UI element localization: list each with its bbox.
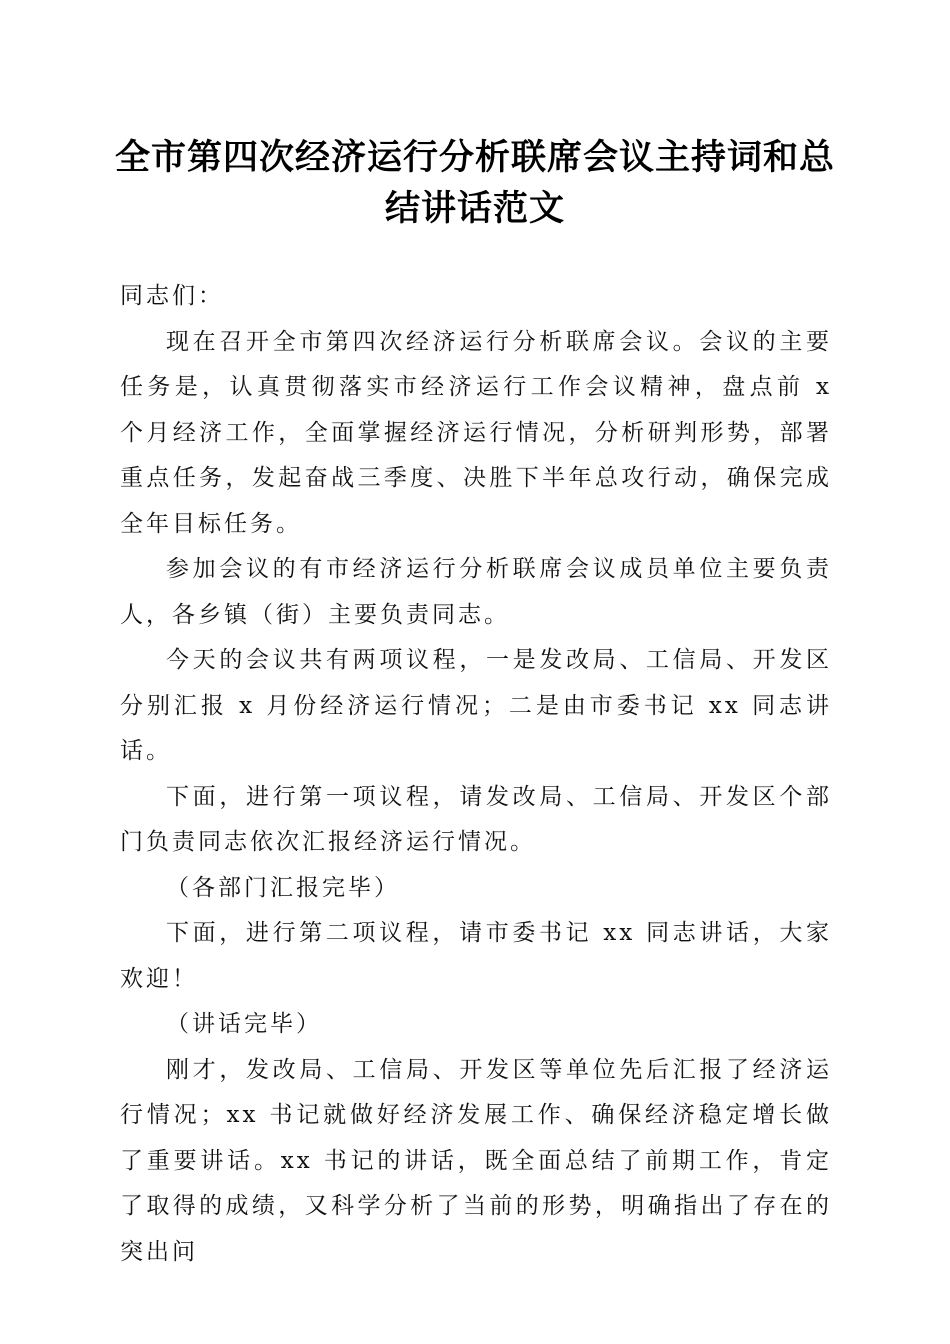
paragraph-agenda-item-1: 下面，进行第一项议程，请发改局、工信局、开发区个部门负责同志依次汇报经济运行情况。 [120, 783, 832, 855]
paragraph-attendees: 参加会议的有市经济运行分析联席会议成员单位主要负责人，各乡镇（街）主要负责同志。 [120, 556, 832, 628]
document-title [100, 132, 850, 234]
document-body [120, 274, 832, 1275]
salutation: 同志们： [120, 283, 224, 309]
paragraph-opening: 现在召开全市第四次经济运行分析联席会议。会议的主要任务是，认真贯彻落实市经济运行工作会议精神，盘点前 x 个月经济工作，全面掌握经济运行情况，分析研判形势，部署重点任务，发起奋战三季度、决胜下半年总攻行动，确保完成全年目标任务。 [120, 328, 832, 537]
paragraph-note-speech-done: （讲话完毕） [166, 1011, 322, 1037]
paragraph-agenda: 今天的会议共有两项议程，一是发改局、工信局、开发区分别汇报 x 月份经济运行情况；二是由市委书记 xx 同志讲话。 [120, 647, 832, 764]
paragraph-summary: 刚才，发改局、工信局、开发区等单位先后汇报了经济运行情况；xx 书记就做好经济发展工作、确保经济稳定增长做了重要讲话。xx 书记的讲话，既全面总结了前期工作，肯定了取得的成绩，又科学分析了当前的形势，明确指出了存在的突出问 [120, 1056, 832, 1265]
title-line-1: 全市第四次经济运行分析联席会议主持词和总 [114, 137, 835, 178]
paragraph-note-reports-done: （各部门汇报完毕） [166, 874, 400, 901]
paragraph-agenda-item-2: 下面，进行第二项议程，请市委书记 xx 同志讲话，大家欢迎！ [120, 920, 832, 992]
title-line-2: 结讲话范文 [384, 188, 565, 229]
